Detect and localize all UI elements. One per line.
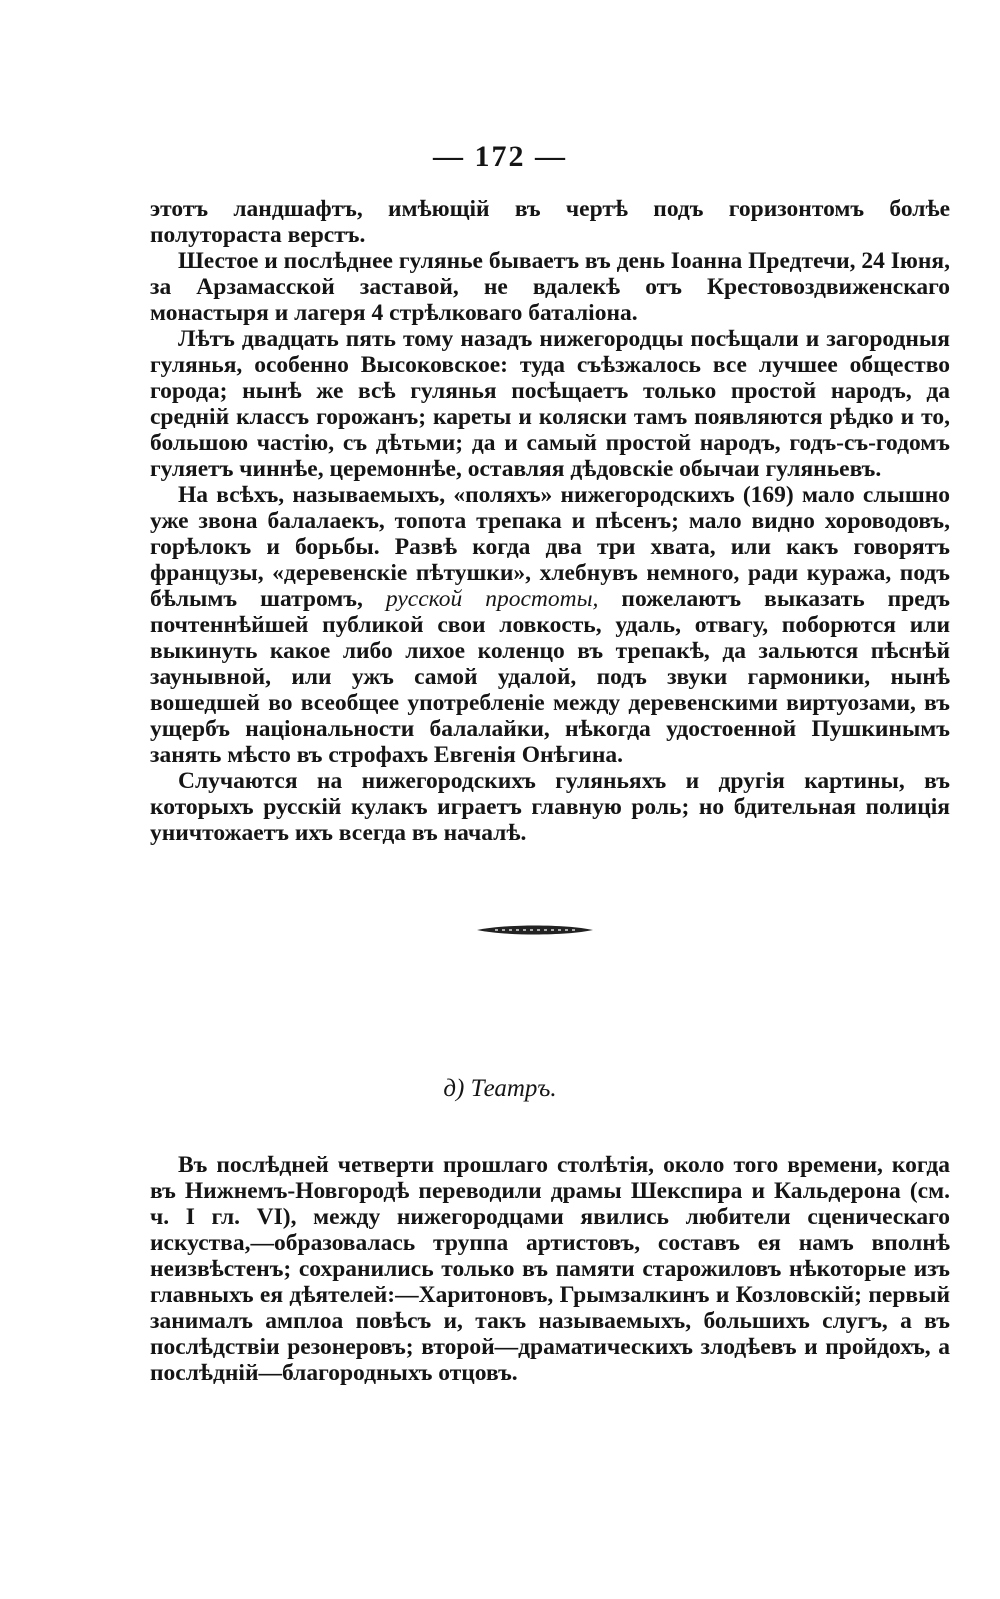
body-text-section-2 [150,1152,950,1386]
paragraph-text: пожелаютъ выказать предъ почтеннѣйшей публикой свои ловкость, удаль, отвагу, поборются или выкинуть какое либо лихое коленцо въ трепакѣ, да зальются пѣснѣй заунывной, или ужъ самой удалой, подъ звуки гармоники, нынѣ вошедшей во всеобщее употребленіе между деревенскими виртуозами, въ ущербъ національности балалайки, нѣкогда удостоенной Пушкинымъ занять мѣсто въ строфахъ Евгенія Онѣгина. [150,586,950,768]
body-text-section-1 [150,196,950,846]
paragraph-text: На всѣхъ, называемыхъ, «поляхъ» нижегородскихъ (169) мало слышно уже звона балалаекъ, топота трепака и пѣсенъ; мало видно хороводовъ, горѣлокъ и борьбы. Развѣ когда два три хвата, или какъ говорятъ французы, «деревенскіе пѣтушки», хлебнувъ немного, ради куража, подъ бѣлымъ шатромъ, [150,482,950,612]
italic-phrase: русской простоты, [385,586,599,612]
section-divider-ornament [475,922,595,938]
paragraph: Въ послѣдней четверти прошлаго столѣтія, около того времени, когда въ Нижнемъ-Новгородѣ переводили драмы Шекспира и Кальдерона (см. ч. I гл. VI), между нижегородцами явились любители сценическаго искуства,—образовалась труппа артистовъ, составъ ея намъ вполнѣ неизвѣстенъ; сохранились только въ памяти старожиловъ нѣкоторые изъ главныхъ ея дѣятелей:—Харитоновъ, Грымзалкинъ и Козловскій; первый занималъ амплоа повѣсъ и, такъ называемыхъ, большихъ слугъ, а въ послѣдствіи резонеровъ; второй—драматическихъ злодѣевъ и пройдохъ, а послѣдній—благородныхъ отцовъ. [150,1152,950,1386]
paragraph: Случаются на нижегородскихъ гуляньяхъ и другія картины, въ которыхъ русскій кулакъ играетъ главную роль; но бдительная полиція уничтожаетъ ихъ всегда въ началѣ. [150,768,950,846]
page-number: — 172 — [433,140,567,173]
section-heading: д) Театръ. [443,1075,557,1102]
paragraph: Лѣтъ двадцать пять тому назадъ нижегородцы посѣщали и загородныя гулянья, особенно Высоковское: туда съѣзжалось все лучшее общество города; нынѣ же всѣ гулянья посѣщаетъ только простой народъ, да средній классъ горожанъ; кареты и коляски тамъ появляются рѣдко и то, большою частію, съ дѣтьми; да и самый простой народъ, годъ-съ-годомъ гуляетъ чиннѣе, церемоннѣе, оставляя дѣдовскіе обычаи гуляньевъ. [150,326,950,482]
paragraph [150,482,950,768]
paragraph: Шестое и послѣднее гулянье бываетъ въ день Іоанна Предтечи, 24 Іюня, за Арзамасской заставой, не вдалекѣ отъ Крестовоздвиженскаго монастыря и лагеря 4 стрѣлковаго баталіона. [150,248,951,326]
paragraph: этотъ ландшафтъ, имѣющій въ чертѣ подъ горизонтомъ болѣе полутораста верстъ. [150,196,950,248]
